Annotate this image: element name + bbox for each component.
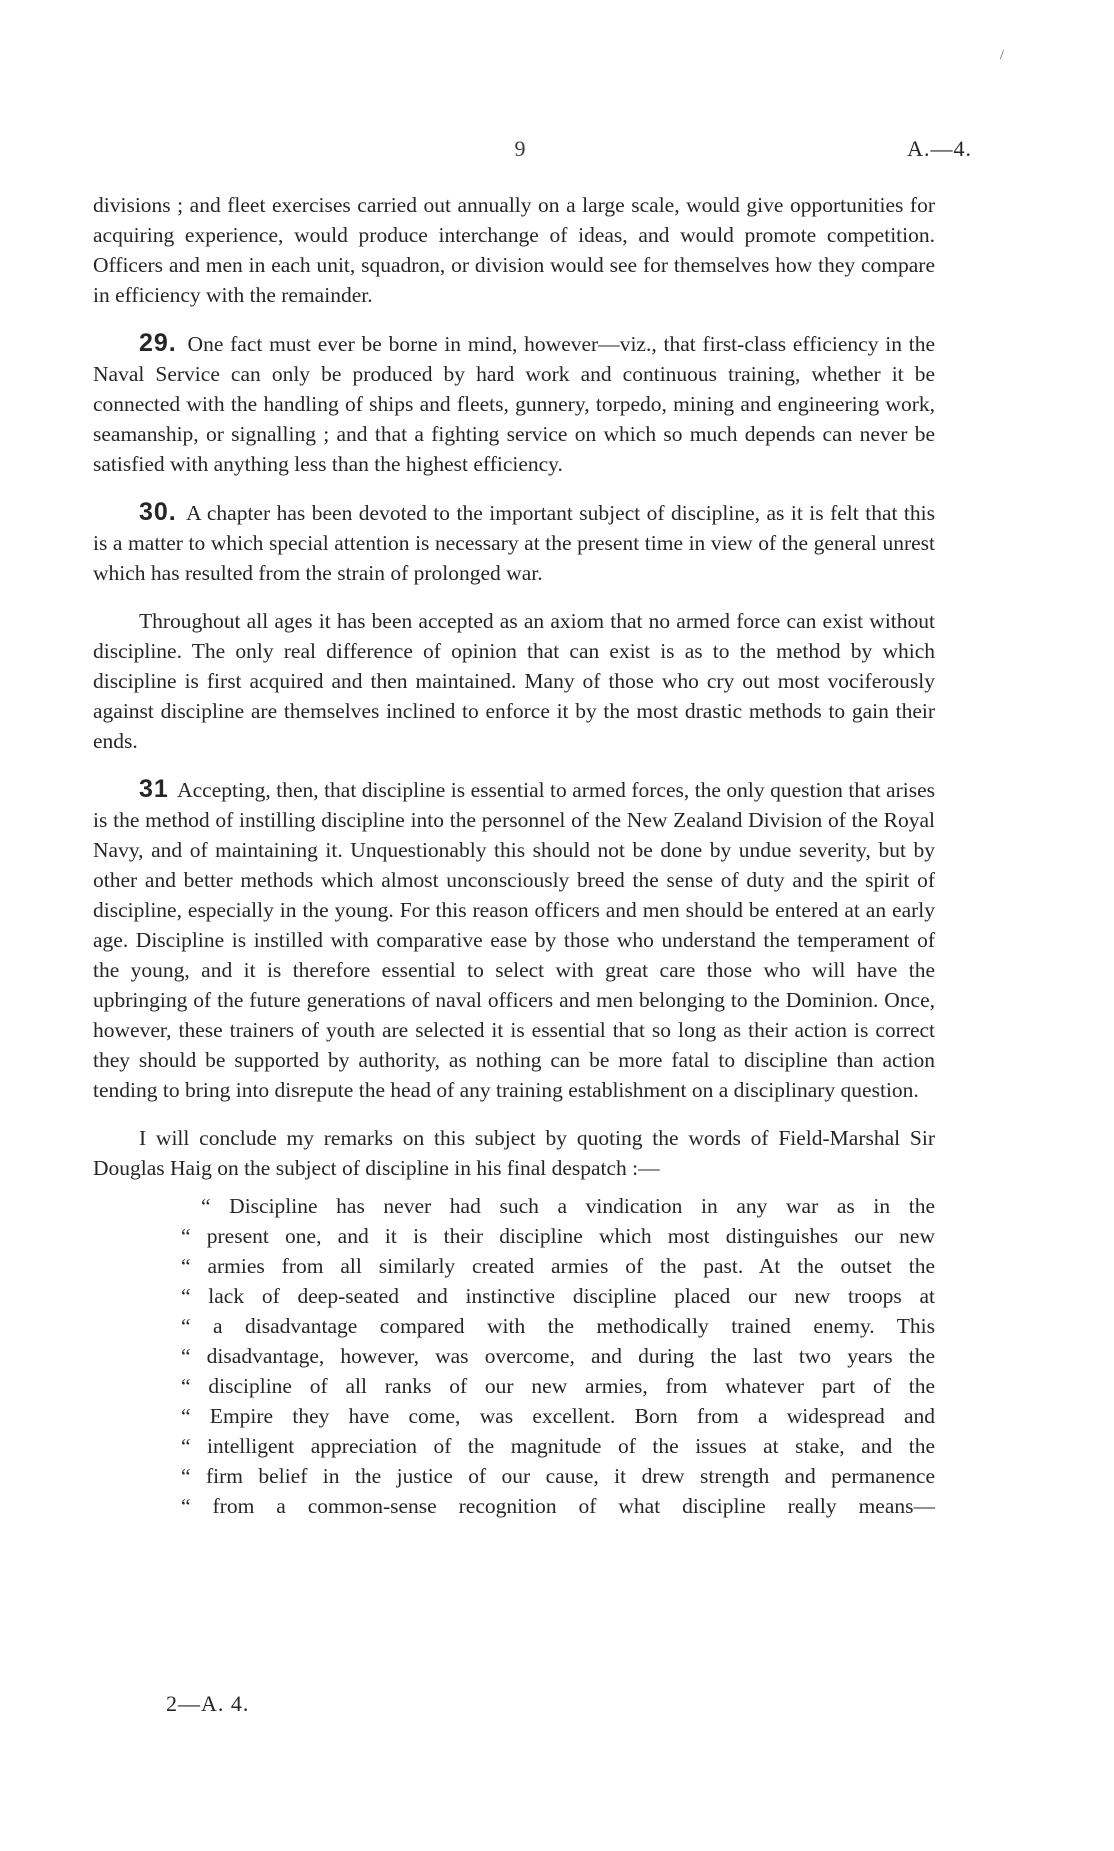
document-body — [93, 190, 935, 1521]
quote-line: “ intelligent appreciation of the magnitude of the issues at stake, and the — [181, 1434, 935, 1458]
paragraph-29 — [93, 328, 935, 479]
paragraph-number: 31 — [139, 775, 169, 803]
paragraph-text: Accepting, then, that discipline is essential to armed forces, the only question that arises is the method of instilling discipline into the personnel of the New Zealand Division of the Royal Navy, and of maintaining it. Unquestionably this should not be done by undue severity, but by other and better methods which almost unconsciously breed the sense of duty and the spirit of discipline, especially in the young. For this reason officers and men should be entered at an early age. Discipline is instilled with comparative ease by those who understand the temperament of the young, and it is therefore essential to select with great care those who will have the upbringing of the future generations of naval officers and men belonging to the Dominion. Once, however, these trainers of youth are selected it is essential that so long as their action is correct they should be supported by authority, as nothing can be more fatal to discipline than action tending to bring into disrepute the head of any training establishment on a disciplinary question. — [93, 778, 935, 1102]
quote-line: “ Discipline has never had such a vindication in any war as in the — [201, 1194, 935, 1218]
paragraph-conclude: I will conclude my remarks on this subject by quoting the words of Field-Marshal Sir Douglas Haig on the subject of discipline in his final despatch :— — [93, 1126, 935, 1180]
paragraph-continuation: divisions ; and fleet exercises carried out annually on a large scale, would give opportunities for acquiring experience, would produce interchange of ideas, and would promote competition. Officers and men in each unit, squadron, or division would see for themselves how they compare in efficiency with the remainder. — [93, 193, 935, 307]
quote-line: “ a disadvantage compared with the methodically trained enemy. This — [181, 1314, 935, 1338]
quote-line: “ armies from all similarly created armies of the past. At the outset the — [181, 1254, 935, 1278]
scan-mark: / — [1000, 48, 1004, 63]
quote-line: “ present one, and it is their discipline which most distinguishes our new — [181, 1224, 935, 1248]
document-reference: A.—4. — [907, 136, 972, 161]
quote-line: “ disadvantage, however, was overcome, and during the last two years the — [181, 1344, 935, 1368]
paragraph-throughout: Throughout all ages it has been accepted as an axiom that no armed force can exist without discipline. The only real difference of opinion that can exist is as to the method by which discipline is first acquired and then maintained. Many of those who cry out most vociferously against discipline are themselves inclined to enforce it by the most drastic methods to gain their ends. — [93, 609, 935, 753]
paragraph-number: 29. — [139, 329, 177, 357]
quote-line: “ Empire they have come, was excellent. Born from a widespread and — [181, 1404, 935, 1428]
paragraph-number: 30. — [139, 498, 177, 526]
page-number: 9 — [514, 136, 526, 161]
paragraph-31 — [93, 774, 935, 1105]
haig-quotation — [181, 1191, 935, 1521]
signature-mark: 2—A. 4. — [166, 1691, 250, 1716]
quote-line: “ from a common-sense recognition of what discipline really means— — [181, 1494, 935, 1518]
quote-line: “ lack of deep-seated and instinctive discipline placed our new troops at — [181, 1284, 935, 1308]
paragraph-text: A chapter has been devoted to the important subject of discipline, as it is felt that this is a matter to which special attention is necessary at the present time in view of the general unrest which has resulted from the strain of prolonged war. — [93, 501, 935, 585]
quote-line: “ firm belief in the justice of our cause, it drew strength and permanence — [181, 1464, 935, 1488]
paragraph-30 — [93, 497, 935, 588]
paragraph-text: One fact must ever be borne in mind, however—viz., that first-class efficiency in the Naval Service can only be produced by hard work and continuous training, whether it be connected with the handling of ships and fleets, gunnery, torpedo, mining and engineering work, seamanship, or signalling ; and that a fighting service on which so much depends can never be satisfied with anything less than the highest efficiency. — [93, 332, 935, 476]
quote-line: “ discipline of all ranks of our new armies, from whatever part of the — [181, 1374, 935, 1398]
